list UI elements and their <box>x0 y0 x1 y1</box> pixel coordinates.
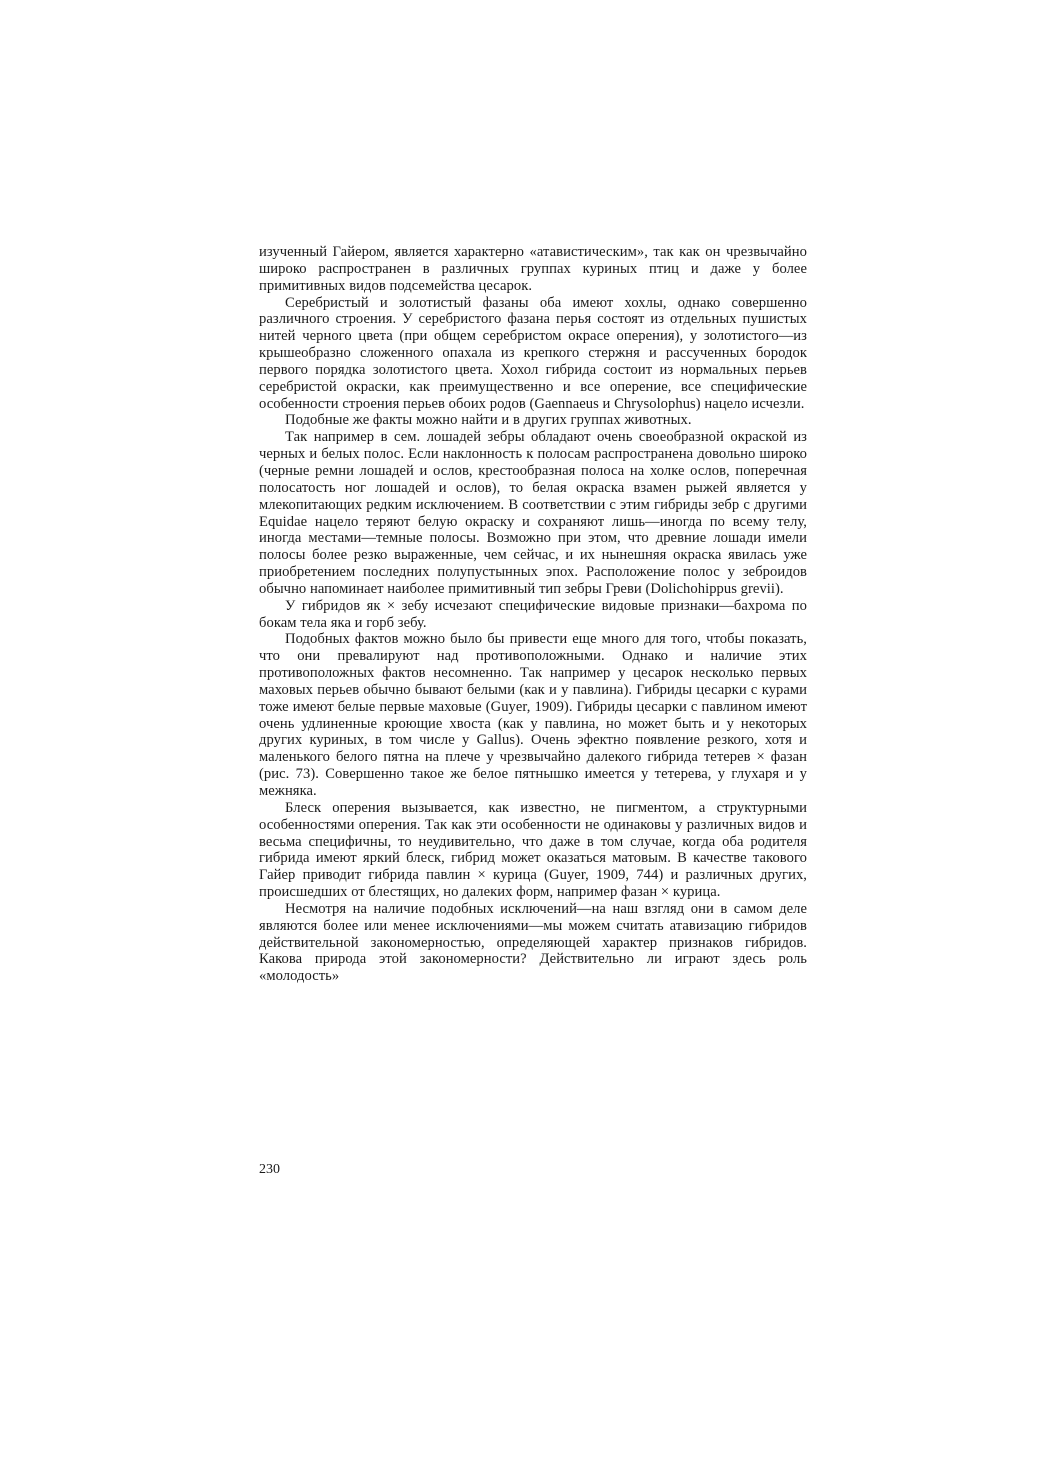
body-text <box>259 244 807 985</box>
paragraph-opposite-facts: Подобных фактов можно было бы привести еще много для того, чтобы показать, что они превалируют над противоположными. Однако и наличие этих противоположных фактов несомненно. Так например у цесарок несколько первых маховых перьев обычно бывают белыми (как и у павлина). Гибриды цесарки с курами тоже имеют белые первые маховые (Guyer, 1909). Гибриды цесарки с павлином имеют очень удлиненные кроющие хвоста (как у павлина, но может быть и у некоторых других куриных, в том числе у Gallus). Очень эфектно появление резкого, хотя и маленького белого пятна на плече у чрезвычайно далекого гибрида тетерев × фазан (рис. 73). Совершенно такое же белое пятнышко имеется у тетерева, у глухаря и у межняка. <box>259 631 807 799</box>
paragraph-plumage-gloss: Блеск оперения вызывается, как известно, не пигментом, а структурными особенностями оперения. Так как эти особенности не одинаковы у различных видов и весьма специфичны, то неудивительно, что даже в том случае, когда оба родителя гибрида имеют яркий блеск, гибрид может оказаться матовым. В качестве такового Гайер приводит гибрида павлин × курица (Guyer, 1909, 744) и различных других, происшедших от блестящих, но далеких форм, например фазан × курица. <box>259 799 807 901</box>
paragraph-yak-zebu: У гибридов як × зебу исчезают специфические видовые признаки—бахрома по бокам тела яка и горб зебу. <box>259 597 807 631</box>
paragraph-pheasant-crests: Серебристый и золотистый фазаны оба имеют хохлы, однако совершенно различного строения. У серебристого фазана перья состоят из отдельных пушистых нитей черного цвета (при общем серебристом окрасе оперения), у золотистого—из крышеобразно сложенного опахала из крепкого стержня и рассученных бородок первого порядка золотистого цвета. Хохол гибрида состоит из нормальных перьев серебристой окраски, как преимущественно и все оперение, все специфические особенности строения перьев обоих родов (Gaennaeus и Chrysolophus) нацело исчезли. <box>259 294 807 412</box>
page-number: 230 <box>259 1162 280 1177</box>
paragraph-continuation: изученный Гайером, является характерно «атавистическим», так как он чрезвычайно широко распространен в различных группах куриных птиц и даже у более примитивных видов подсемейства цесарок. <box>259 244 807 294</box>
paragraph-atavization: Несмотря на наличие подобных исключений—на наш взгляд они в самом деле являются более или менее исключениями—мы можем считать атавизацию гибридов действительной закономерностью, определяющей характер признаков гибридов. Какова природа этой закономерности? Действительно ли играют здесь роль «молодость» <box>259 900 807 985</box>
paragraph-zebras: Так например в сем. лошадей зебры обладают очень своеобразной окраской из черных и белых полос. Если наклонность к полосам распространена довольно широко (черные ремни лошадей и ослов, крестообразная полоса на холке ослов, поперечная полосатость ног лошадей и ослов), то белая окраска взамен рыжей является у млекопитающих редким исключением. В соответствии с этим гибриды зебр с другими Equidae нацело теряют белую окраску и сохраняют лишь—иногда по всему телу, иногда местами—темные полосы. Возможно при этом, что древние лошади имели полосы более резко выраженные, чем сейчас, и их нынешняя окраска явилась уже приобретением последних полупустынных эпох. Расположение полос у зеброидов обычно напоминает наиболее примитивный тип зебры Греви (Dolichohippus grevii). <box>259 429 807 597</box>
paragraph-other-groups: Подобные же факты можно найти и в других группах животных. <box>285 412 692 429</box>
